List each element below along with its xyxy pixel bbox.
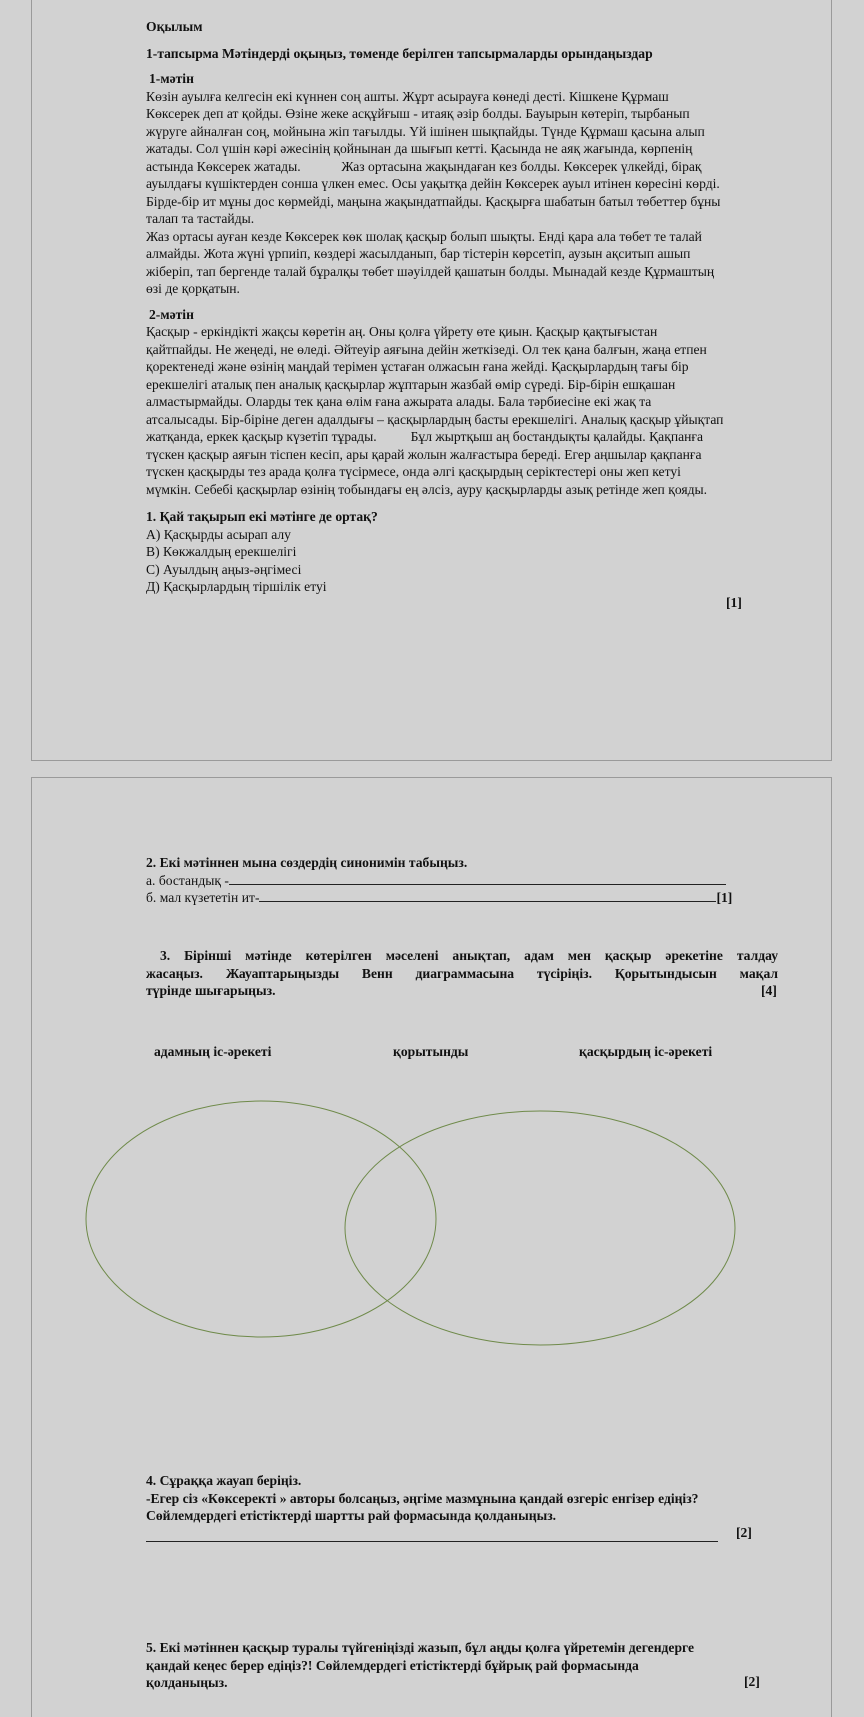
- venn-label-wolf: қасқырдың іс-әрекеті: [579, 1044, 713, 1059]
- answer-line-q4[interactable]: [146, 1529, 718, 1542]
- question-3-line-2: жасаңыз. Жауаптарыңызды Венн диаграммасына түсіріңіз. Қорытындысын мақал: [146, 965, 778, 981]
- text-line: жіберіп, тап бергенде талай бұралқы төбет шәуілдей қашатын болды. Мынадай кезде Құрмаштың: [146, 263, 715, 279]
- text-1-paragraph-1: [146, 88, 778, 228]
- text-line: Жаз ортасы ауған кезде Көксерек көк шолақ қасқыр болып шықты. Енді қара ала төбет те талай: [146, 228, 702, 244]
- text-line: қайтпайды. Не жеңеді, не өледі. Әйтеуір аяғына дейін жеткізеді. Ол тек қана балғын, жаңа етпен: [146, 341, 707, 357]
- question-4-answer-row: [146, 1529, 778, 1547]
- venn-circle-right[interactable]: [345, 1111, 735, 1345]
- text-line: түскен қасқырды тез арада қолға түсірмесе, онда әлгі қасқырдың серіктестері оны жеп кетуі: [146, 464, 681, 479]
- text-line: Қасқыр - еркіндікті жақсы көретін аң. Оны қолға үйрету өте қиын. Қасқыр қақтығыстан: [146, 324, 658, 339]
- page-1-content: [146, 18, 778, 596]
- question-4-line-1: -Егер сіз «Көксеректі » авторы болсаңыз, әңгіме мазмұнына қандай өзгеріс енгізер едіңіз?: [146, 1490, 699, 1506]
- option-d: Д) Қасқырлардың тіршілік етуі: [146, 579, 327, 594]
- question-2-mark: [1]: [716, 890, 733, 905]
- text-1-paragraph-2: [146, 228, 778, 298]
- task-1-title: 1-тапсырма Мәтіндерді оқыңыз, төменде берілген тапсырмаларды орындаңыздар: [146, 45, 653, 61]
- question-5-block: [146, 1639, 778, 1692]
- section-heading: Оқылым: [146, 19, 203, 34]
- question-2: 2. Екі мәтіннен мына сөздердің синонимін табыңыз.: [146, 855, 468, 870]
- item-b-label: б. мал күзететін ит-: [146, 890, 260, 905]
- text-line: атсалысады. Бір-біріне деген адалдығы – қасқырлардың басты ерекшелігі. Аналық қасқыр ұйықтап: [146, 411, 724, 427]
- text-line: қоректенеді және өзінің маңдай терімен ұстаған олжасын ғана жейді. Қасқырлардың тағы бір: [146, 359, 689, 374]
- text-line: талап та тастайды.: [146, 211, 255, 226]
- question-1: 1. Қай тақырып екі мәтінге де ортақ?: [146, 509, 378, 524]
- text-line: Көксерек деп ат қойды. Өзіне жеке асқұйғыш - итаяқ әзір болды. Бауырын көтеріп, тырбанып: [146, 106, 690, 121]
- text-line: астында Көксерек жатады. Жаз ортасына жақындаған кез болды. Көксерек үлкейді, бірақ: [146, 158, 702, 174]
- text-line: ерекшелігі аталық пен аналық қасқырлар жұптарын жазбай өмір сүреді. Бір-бірін ешқашан: [146, 376, 676, 392]
- venn-circle-left[interactable]: [86, 1101, 436, 1337]
- text-line: жатқанда, еркек қасқыр күзетіп тұрады. Бұл жыртқыш аң бостандықты қалайды. Қақпанға: [146, 429, 704, 444]
- text-1-title: 1-мәтін: [149, 71, 194, 86]
- text-2-title: 2-мәтін: [149, 306, 194, 322]
- venn-diagram: [32, 778, 833, 1398]
- text-line: мүмкін. Себебі қасқырлар өзінің тобындағы ең әлсіз, ауру қасқырларды азық ретінде жеп қояды.: [146, 481, 708, 497]
- text-line: ауылдағы күшіктерден сонша үлкен емес. Осы уақытқа дейін Көксерек ауыл итінен көресіні көрді.: [146, 176, 720, 191]
- venn-label-conclusion: қорытынды: [393, 1044, 469, 1059]
- question-3-line-3: түрінде шығарыңыз.: [146, 983, 276, 998]
- question-5-line-2: қандай кеңес берер едіңіз?! Сөйлемдердегі етістіктерді бұйрық рай формасында: [146, 1657, 639, 1673]
- text-line: түскен қасқыр аяғын тіспен кесіп, ары қарай жолын жалғастыра береді. Егер аңшылар қақпанға: [146, 446, 702, 462]
- text-line: жатады. Сол үшін кәрі әжесінің қойнынан да шығып кетті. Қасында не аяқ жағында, көрпенің: [146, 141, 693, 156]
- text-line: алмайды. Жота жүні үрпиіп, көздері жасылданып, бар тістерін көрсетіп, аузын ақситып ашып: [146, 246, 691, 261]
- text-line: Бірде-бір ит мұны дос көрмейді, маңына жақындатпайды. Қасқырға шабатын батыл төбеттер бұны: [146, 193, 721, 209]
- question-4-mark: [2]: [736, 1525, 752, 1540]
- text-2-body: [146, 323, 778, 498]
- question-4-block: [146, 1472, 778, 1546]
- question-5-line-3: қолданыңыз.: [146, 1675, 228, 1690]
- question-4-line-2: Сөйлемдердегі етістіктерді шартты рай формасында қолданыңыз.: [146, 1508, 557, 1523]
- page-2: [31, 777, 832, 1717]
- question-4-title: 4. Сұраққа жауап беріңіз.: [146, 1473, 302, 1488]
- text-line: жүруге айналған соң, мойнына жіп тағылды. Үй ішінен шықпайды. Түнде Құрмаш қасына алып: [146, 123, 705, 139]
- text-line: өзі де қорқатын.: [146, 281, 240, 296]
- question-3-line-1: 3. Бірінші мәтінде көтерілген мәселені анықтап, адам мен қасқыр әрекетіне талдау: [146, 948, 778, 963]
- question-1-mark: [1]: [726, 595, 742, 610]
- page-1: [31, 0, 832, 761]
- option-c: С) Ауылдың аңыз-әңгімесі: [146, 561, 302, 577]
- question-3-mark: [4]: [761, 983, 777, 998]
- item-a-label: а. бостандық -: [146, 872, 229, 888]
- text-line: Көзін ауылға келгесін екі күннен соң ашты. Жұрт асырауға көнеді десті. Кішкене Құрмаш: [146, 88, 669, 104]
- option-a: А) Қасқырды асырап алу: [146, 526, 291, 542]
- question-5-mark: [2]: [744, 1674, 760, 1689]
- question-5-line-1: 5. Екі мәтіннен қасқыр туралы түйгеніңізді жазып, бұл аңды қолға үйретемін дегендерге: [146, 1640, 695, 1655]
- text-line: алмастырмайды. Оларды тек қана өлім ғана ажырата алады. Бала тәрбиесіне екі жақ та: [146, 394, 652, 409]
- option-b: В) Көкжалдың ерекшелігі: [146, 544, 297, 559]
- venn-label-human: адамның іс-әрекеті: [154, 1044, 272, 1059]
